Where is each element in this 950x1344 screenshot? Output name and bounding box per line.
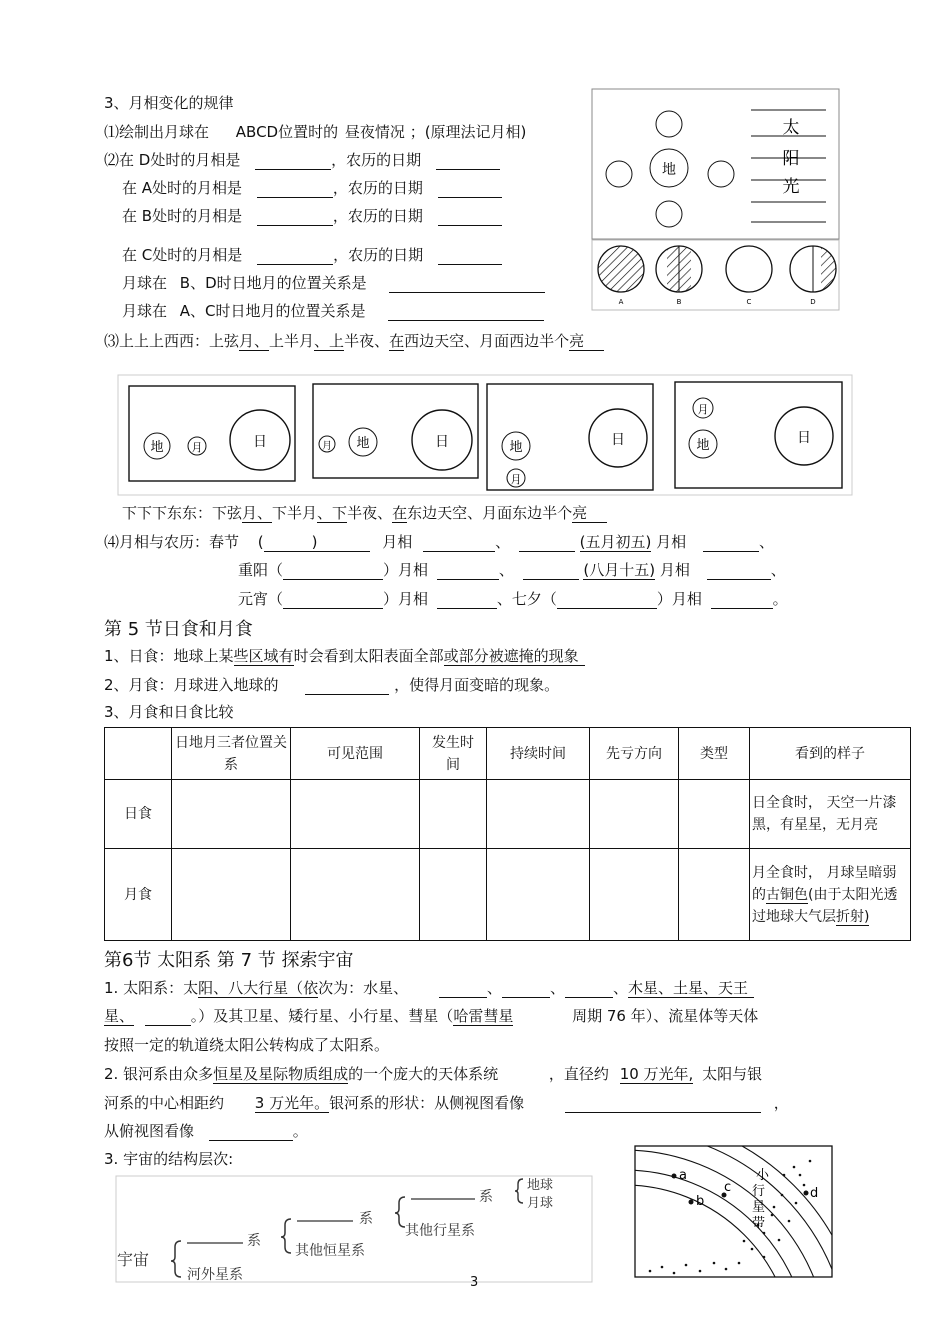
moon-position-left bbox=[606, 161, 632, 187]
text: 河系的中心相距约 bbox=[104, 1094, 225, 1112]
section-3-title: 3、月相变化的规律 bbox=[104, 94, 234, 112]
text: 。 bbox=[292, 1122, 308, 1140]
galaxy-line-2 bbox=[104, 1092, 789, 1113]
galaxy-line-3 bbox=[104, 1120, 308, 1141]
text: 位置时的 bbox=[278, 123, 339, 141]
text: 在 bbox=[392, 504, 408, 522]
cell[interactable] bbox=[590, 780, 679, 849]
solar-system-line-2 bbox=[104, 1005, 758, 1026]
blank-d-phase[interactable] bbox=[255, 153, 331, 170]
text: ⑵在 bbox=[104, 151, 135, 169]
blank-shadow[interactable] bbox=[305, 678, 389, 695]
blank-yuanxiao-date[interactable] bbox=[283, 592, 383, 609]
phase-c-label: C bbox=[746, 298, 752, 306]
blank-c-phase[interactable] bbox=[257, 248, 333, 265]
text: 、 bbox=[486, 979, 502, 997]
phase-b-label: B bbox=[676, 298, 682, 306]
text: 月、 bbox=[239, 332, 270, 350]
belt-char: 带 bbox=[752, 1216, 766, 1231]
text: 古铜色 bbox=[766, 886, 808, 903]
text: 、七夕（ bbox=[496, 590, 557, 608]
text: 大行星（依 bbox=[243, 979, 319, 997]
text: 、 bbox=[758, 533, 774, 551]
label-c: c bbox=[724, 1180, 732, 1195]
header-cell: 看到的样子 bbox=[750, 728, 911, 780]
text: 2. 银河系由众多 bbox=[104, 1065, 214, 1083]
galaxy-line-1 bbox=[104, 1063, 762, 1084]
moon-position-right bbox=[708, 161, 734, 187]
text: A处时的月相是 bbox=[141, 179, 243, 197]
text: 天王 bbox=[718, 979, 754, 998]
text: ，农历的日期 bbox=[332, 179, 423, 197]
blank-qixi-date[interactable] bbox=[557, 592, 657, 609]
sun-label: 日 bbox=[435, 434, 449, 450]
text: 亮 bbox=[572, 504, 607, 523]
cell[interactable] bbox=[679, 780, 750, 849]
text: 2、月食：月球进入地球的 bbox=[104, 676, 279, 694]
text: 土星、 bbox=[672, 979, 718, 997]
line-b bbox=[122, 205, 502, 226]
solar-system-line-3: 按照一定的轨道绕太阳公转构成了太阳系。 bbox=[104, 1036, 390, 1054]
cell[interactable] bbox=[172, 780, 291, 849]
line-d bbox=[104, 149, 500, 170]
festival-line-2 bbox=[238, 559, 786, 580]
text: 、 bbox=[770, 561, 786, 579]
text: 月球在 bbox=[122, 302, 168, 320]
blank-qixi-phase[interactable] bbox=[711, 592, 773, 609]
orbit-1 bbox=[634, 1185, 794, 1279]
blank-dragon-phase[interactable] bbox=[703, 535, 759, 552]
text: ；(原理法记月相) bbox=[409, 123, 527, 141]
text: (由于太阳光透过地球大气层 bbox=[752, 886, 898, 925]
header-cell: 类型 bbox=[679, 728, 750, 780]
text: ）月相 bbox=[656, 590, 702, 608]
phase-a-label: A bbox=[618, 298, 624, 306]
text: 昼夜情况 bbox=[344, 123, 405, 141]
orbit-5 bbox=[634, 1145, 834, 1279]
cell[interactable] bbox=[487, 780, 590, 849]
text: ( bbox=[257, 533, 264, 551]
text: 次为：水星、 bbox=[318, 979, 409, 997]
text: 重阳（ bbox=[238, 561, 284, 579]
compare-title: 3、月食和日食比较 bbox=[104, 703, 234, 721]
text: 太阳与银 bbox=[702, 1065, 763, 1083]
text: 、 bbox=[612, 979, 628, 997]
blank-b-date[interactable] bbox=[438, 209, 502, 226]
moon-position-bottom bbox=[656, 201, 682, 227]
text: ， bbox=[773, 1094, 789, 1112]
table-row bbox=[105, 780, 911, 849]
text: 、下 bbox=[317, 504, 348, 522]
planet-d bbox=[804, 1191, 809, 1196]
text: ) bbox=[311, 533, 318, 551]
label: 系 bbox=[479, 1189, 493, 1205]
brace-3 bbox=[395, 1197, 405, 1227]
text: 阳、八 bbox=[198, 979, 244, 997]
planet-b bbox=[689, 1200, 694, 1205]
text: 。 bbox=[772, 590, 788, 608]
text: 上半月 bbox=[269, 332, 315, 350]
text: ，使得月面变暗的现象。 bbox=[394, 676, 560, 694]
text: ）月相 bbox=[383, 590, 429, 608]
brace-1 bbox=[171, 1241, 181, 1277]
belt-char: 星 bbox=[752, 1200, 766, 1215]
brace-4 bbox=[515, 1179, 523, 1203]
header-empty bbox=[105, 728, 172, 780]
text: 月、 bbox=[242, 504, 273, 522]
box-4 bbox=[675, 382, 842, 488]
text: 恒星及星际物质组成 bbox=[213, 1065, 349, 1083]
text: ⑴绘制出月球在 bbox=[104, 123, 210, 141]
rule-up bbox=[104, 330, 604, 351]
cell[interactable] bbox=[420, 849, 487, 941]
text: 的一个庞大的天体系统 bbox=[348, 1065, 499, 1083]
box-1 bbox=[129, 386, 295, 481]
moon-label: 月球 bbox=[527, 1196, 554, 1211]
lunar-eclipse-def bbox=[104, 674, 559, 695]
label-d: d bbox=[810, 1186, 819, 1201]
text: A、C时日地月的位置关系是 bbox=[179, 302, 366, 320]
blank-side-view[interactable] bbox=[565, 1096, 761, 1113]
text: 西边天空、 bbox=[404, 332, 480, 350]
blank-spring-extra[interactable] bbox=[318, 535, 370, 552]
line-c bbox=[122, 244, 502, 265]
text: ABCD bbox=[235, 123, 279, 141]
eclipse-compare-table bbox=[104, 727, 911, 941]
cell[interactable] bbox=[291, 780, 420, 849]
earth-label: 地 bbox=[662, 162, 676, 178]
phase-a-icon bbox=[598, 246, 644, 292]
cell[interactable] bbox=[420, 780, 487, 849]
blank-c-date[interactable] bbox=[438, 248, 502, 265]
header-cell: 日地月三者位置关系 bbox=[172, 728, 291, 780]
text: 月球在 bbox=[122, 274, 168, 292]
text: 下下下东东：下弦 bbox=[122, 504, 243, 522]
phase-d-label: D bbox=[810, 298, 816, 306]
other-planet-label: 其他行星系 bbox=[405, 1223, 475, 1239]
text: 10 万光年, bbox=[619, 1065, 694, 1083]
text: 月面东边半个 bbox=[482, 504, 573, 522]
table-row bbox=[105, 849, 911, 941]
text: 在 bbox=[122, 207, 138, 225]
blank-bd-relation[interactable] bbox=[389, 276, 545, 293]
sun-char-2: 阳 bbox=[782, 149, 800, 169]
row-label: 月食 bbox=[105, 849, 172, 941]
universe-structure-title: 3. 宇宙的结构层次: bbox=[104, 1150, 234, 1168]
planet-a bbox=[672, 1174, 677, 1179]
label: 系 bbox=[359, 1211, 373, 1227]
header-cell: 持续时间 bbox=[487, 728, 590, 780]
blank-chongyang-phase[interactable] bbox=[437, 563, 499, 580]
label-a: a bbox=[679, 1168, 687, 1183]
eclipse-def bbox=[104, 645, 585, 666]
sun-label: 日 bbox=[797, 430, 811, 446]
box-2 bbox=[313, 384, 478, 478]
sun-char-3: 光 bbox=[782, 177, 800, 197]
brace-2 bbox=[281, 1219, 291, 1253]
text: 1、日食：地球上某 bbox=[104, 647, 234, 665]
text: (八月十五) bbox=[583, 561, 656, 579]
blank-yuanxiao-phase[interactable] bbox=[437, 592, 497, 609]
section-6-title: 第6节 太阳系 第 7 节 探索宇宙 bbox=[104, 950, 354, 971]
text: 下半月 bbox=[272, 504, 318, 522]
text: 东边天空、 bbox=[407, 504, 483, 522]
text: 在 bbox=[122, 179, 138, 197]
blank-a-date[interactable] bbox=[438, 181, 502, 198]
sun-label: 日 bbox=[611, 432, 625, 448]
moon-label: 月 bbox=[191, 441, 203, 454]
moon-position-figure bbox=[591, 88, 841, 312]
blank-spring-date[interactable] bbox=[264, 535, 312, 552]
moon-position-top bbox=[656, 111, 682, 137]
text: (五月初五) bbox=[579, 533, 652, 551]
blank-planet-2[interactable] bbox=[439, 981, 487, 998]
universe-hierarchy-figure bbox=[115, 1175, 593, 1283]
table-header-row bbox=[105, 728, 911, 780]
label-b: b bbox=[696, 1194, 705, 1209]
blank-planet-4[interactable] bbox=[565, 981, 613, 998]
text: 在 bbox=[389, 332, 405, 350]
text: ⑶上上上西西：上弦 bbox=[104, 332, 240, 350]
moon-label: 月 bbox=[697, 403, 709, 416]
belt-char: 行 bbox=[752, 1184, 766, 1199]
text: ⑷月相与农历：春节 bbox=[104, 533, 240, 551]
text: 月全食时， 月球呈暗弱的 bbox=[752, 864, 897, 903]
text: 元宵（ bbox=[238, 590, 284, 608]
blank-planet-3[interactable] bbox=[502, 981, 550, 998]
figure-frame bbox=[635, 1146, 832, 1277]
text: 周期 76 年）、流星体等天体 bbox=[572, 1007, 759, 1025]
orbit-figure bbox=[634, 1145, 834, 1279]
line-bd bbox=[122, 272, 545, 293]
text: 折射) bbox=[836, 908, 870, 925]
cell[interactable] bbox=[679, 849, 750, 941]
text: 亮 bbox=[569, 332, 604, 351]
line-ac bbox=[122, 300, 544, 321]
text: 月相 bbox=[659, 561, 690, 579]
blank-midautumn-phase[interactable] bbox=[707, 563, 771, 580]
text: 月面西边半个 bbox=[479, 332, 570, 350]
figure-frame bbox=[592, 89, 839, 239]
text: 、上 bbox=[314, 332, 345, 350]
text: C处时的月相是 bbox=[141, 246, 243, 264]
text: ，农历的日期 bbox=[333, 246, 424, 264]
festival-line-3 bbox=[238, 588, 788, 609]
blank-ac-relation[interactable] bbox=[388, 304, 544, 321]
cell[interactable] bbox=[590, 849, 679, 941]
text: 3 万光年。 bbox=[254, 1094, 330, 1112]
blank-chongyang-date[interactable] bbox=[283, 563, 383, 580]
moon-label: 月 bbox=[510, 473, 522, 486]
universe-label: 宇宙 bbox=[117, 1250, 150, 1269]
header-cell: 可见范围 bbox=[291, 728, 420, 780]
text: D处时的月相是 bbox=[138, 151, 241, 169]
text: B、D时日地月的位置关系是 bbox=[179, 274, 367, 292]
text: 半夜、 bbox=[344, 332, 390, 350]
text: 些区域有 bbox=[233, 647, 294, 665]
line-a bbox=[122, 177, 502, 198]
outer-galaxy-label: 河外星系 bbox=[187, 1267, 243, 1283]
text: 银河系的形状：从侧视图看像 bbox=[329, 1094, 525, 1112]
text: 在 bbox=[122, 246, 138, 264]
box-3 bbox=[487, 384, 653, 490]
earth-label: 地 bbox=[696, 438, 710, 453]
text: 木星、 bbox=[627, 979, 673, 997]
header-cell: 发生时间 bbox=[420, 728, 487, 780]
sun-earth-moon-boxes bbox=[117, 374, 853, 496]
blank-spring-phase[interactable] bbox=[423, 535, 495, 552]
header-cell: 先亏方向 bbox=[590, 728, 679, 780]
text: 部分被遮掩的现象 bbox=[459, 647, 585, 666]
text: 或 bbox=[443, 647, 459, 665]
text: ，直径约 bbox=[548, 1065, 609, 1083]
text: 星、 bbox=[104, 1007, 135, 1025]
orbit-4 bbox=[634, 1145, 834, 1279]
section-5-title: 第 5 节日食和月食 bbox=[104, 619, 253, 640]
text: 半夜、 bbox=[347, 504, 393, 522]
earth-label: 地 bbox=[509, 440, 523, 455]
moon-label: 月 bbox=[322, 441, 332, 452]
earth-label: 地 bbox=[150, 440, 164, 455]
cell[interactable] bbox=[487, 849, 590, 941]
page-number: 3 bbox=[470, 1275, 479, 1290]
blank-b-phase[interactable] bbox=[257, 209, 333, 226]
text: 、 bbox=[498, 561, 514, 579]
label: 系 bbox=[247, 1233, 261, 1249]
blank-midautumn-name[interactable] bbox=[523, 563, 579, 580]
text: 月相 bbox=[382, 533, 413, 551]
text: 时会看到太阳表面全部 bbox=[293, 647, 444, 665]
solar-appearance: 日全食时， 天空一片漆黑，有星星，无月亮 bbox=[750, 780, 911, 849]
other-star-label: 其他恒星系 bbox=[295, 1243, 365, 1259]
text: 从俯视图看像 bbox=[104, 1122, 195, 1140]
blank-a-phase[interactable] bbox=[257, 181, 333, 198]
row-label: 日食 bbox=[105, 780, 172, 849]
earth-label: 地球 bbox=[527, 1178, 554, 1193]
blank-d-date[interactable] bbox=[436, 153, 500, 170]
cell[interactable] bbox=[291, 849, 420, 941]
lunar-appearance bbox=[750, 849, 911, 941]
text: ，农历的日期 bbox=[332, 207, 423, 225]
text: ）月相 bbox=[383, 561, 429, 579]
boxes-frame bbox=[118, 375, 852, 495]
asteroid-belt-label bbox=[752, 1168, 770, 1231]
text: B处时的月相是 bbox=[141, 207, 243, 225]
sun-char-1: 太 bbox=[782, 118, 800, 138]
sun-label: 日 bbox=[253, 434, 267, 450]
blank-top-view[interactable] bbox=[209, 1124, 293, 1141]
phase-c-icon bbox=[726, 246, 772, 292]
festival-line-1 bbox=[104, 531, 774, 552]
text: 、 bbox=[549, 979, 565, 997]
text: 1. 太阳系：太 bbox=[104, 979, 199, 997]
text: 哈雷彗星 bbox=[453, 1007, 514, 1025]
blank-planet-8[interactable] bbox=[145, 1009, 191, 1026]
text: 、 bbox=[495, 533, 511, 551]
line-1 bbox=[104, 121, 526, 142]
text: 月相 bbox=[656, 533, 687, 551]
text: ，农历的日期 bbox=[331, 151, 422, 169]
blank-dragon-name[interactable] bbox=[519, 535, 575, 552]
cell[interactable] bbox=[172, 849, 291, 941]
text: 。）及其卫星、矮行星、小行星、彗星（ bbox=[190, 1007, 454, 1025]
rule-down bbox=[122, 502, 607, 523]
solar-system-line-1 bbox=[104, 977, 754, 998]
earth-label: 地 bbox=[356, 436, 370, 451]
belt-char: 小 bbox=[756, 1168, 770, 1183]
